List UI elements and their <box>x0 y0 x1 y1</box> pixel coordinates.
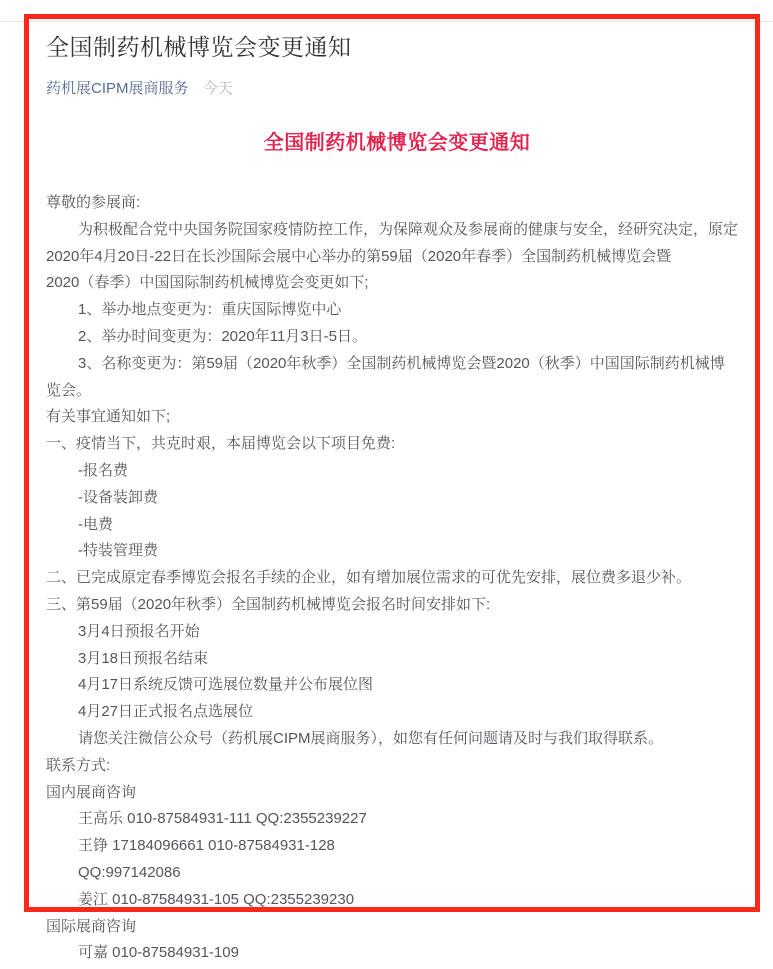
body-line: 3月4日预报名开始 <box>78 622 200 640</box>
article-body <box>46 190 748 967</box>
account-link[interactable]: 药机展CIPM展商服务 <box>46 80 189 97</box>
body-line: 一、疫情当下，共克时艰，本届博览会以下项目免费: <box>46 435 396 453</box>
body-line: -电费 <box>78 515 113 533</box>
body-line: 国内展商咨询 <box>46 783 137 801</box>
body-line: 尊敬的参展商: <box>46 194 141 211</box>
body-line: 二、已完成原定春季博览会报名手续的企业，如有增加展位需求的可优先安排，展位费多退少补。 <box>46 569 692 587</box>
body-line: -设备装卸费 <box>78 488 158 506</box>
body-line: 览会。 <box>46 381 92 399</box>
body-line: 可嘉 010-87584931-109 <box>78 944 239 962</box>
body-line: 1、举办地点变更为：重庆国际博览中心 <box>78 301 342 319</box>
article-title: 全国制药机械博览会变更通知 <box>46 34 352 60</box>
body-line: 2、举办时间变更为：2020年11月3日-5日。 <box>78 327 367 345</box>
body-line: 王铮 17184096661 010-87584931-128 <box>78 837 335 855</box>
body-line: 4月27日正式报名点选展位 <box>78 703 254 721</box>
body-line: -报名费 <box>78 461 128 479</box>
body-line: -特装管理费 <box>78 542 158 560</box>
body-line: 2020年4月20日-22日在长沙国际会展中心举办的第59届（2020年春季）全国制药机械博览会暨 <box>46 247 672 265</box>
body-line: 请您关注微信公众号（药机展CIPM展商服务），如您有任何问题请及时与我们取得联系。 <box>78 729 664 747</box>
body-line: 姜江 010-87584931-105 QQ:2355239230 <box>78 890 355 908</box>
body-line: 有关事宜通知如下; <box>46 408 171 426</box>
body-line: 王高乐 010-87584931-111 QQ:2355239227 <box>78 810 367 828</box>
body-line: 2020（春季）中国国际制药机械博览会变更如下; <box>46 274 369 292</box>
body-line: QQ:997142086 <box>78 863 181 881</box>
publish-date: 今天 <box>202 80 233 97</box>
body-line: 3月18日预报名结束 <box>78 649 209 667</box>
body-line: 3、名称变更为：第59届（2020年秋季）全国制药机械博览会暨2020（秋季）中国国际制药机械博 <box>78 354 725 372</box>
byline <box>46 78 748 99</box>
body-line: 4月17日系统反馈可选展位数量并公布展位图 <box>78 676 374 694</box>
notice-heading: 全国制药机械博览会变更通知 <box>263 132 531 154</box>
body-line: 联系方式: <box>46 756 111 774</box>
body-line: 国际展商咨询 <box>46 917 137 935</box>
body-line: 三、第59届（2020年秋季）全国制药机械博览会报名时间安排如下: <box>46 595 491 613</box>
body-line: 为积极配合党中央国务院国家疫情防控工作，为保障观众及参展商的健康与安全，经研究决定，原定 <box>78 220 739 238</box>
